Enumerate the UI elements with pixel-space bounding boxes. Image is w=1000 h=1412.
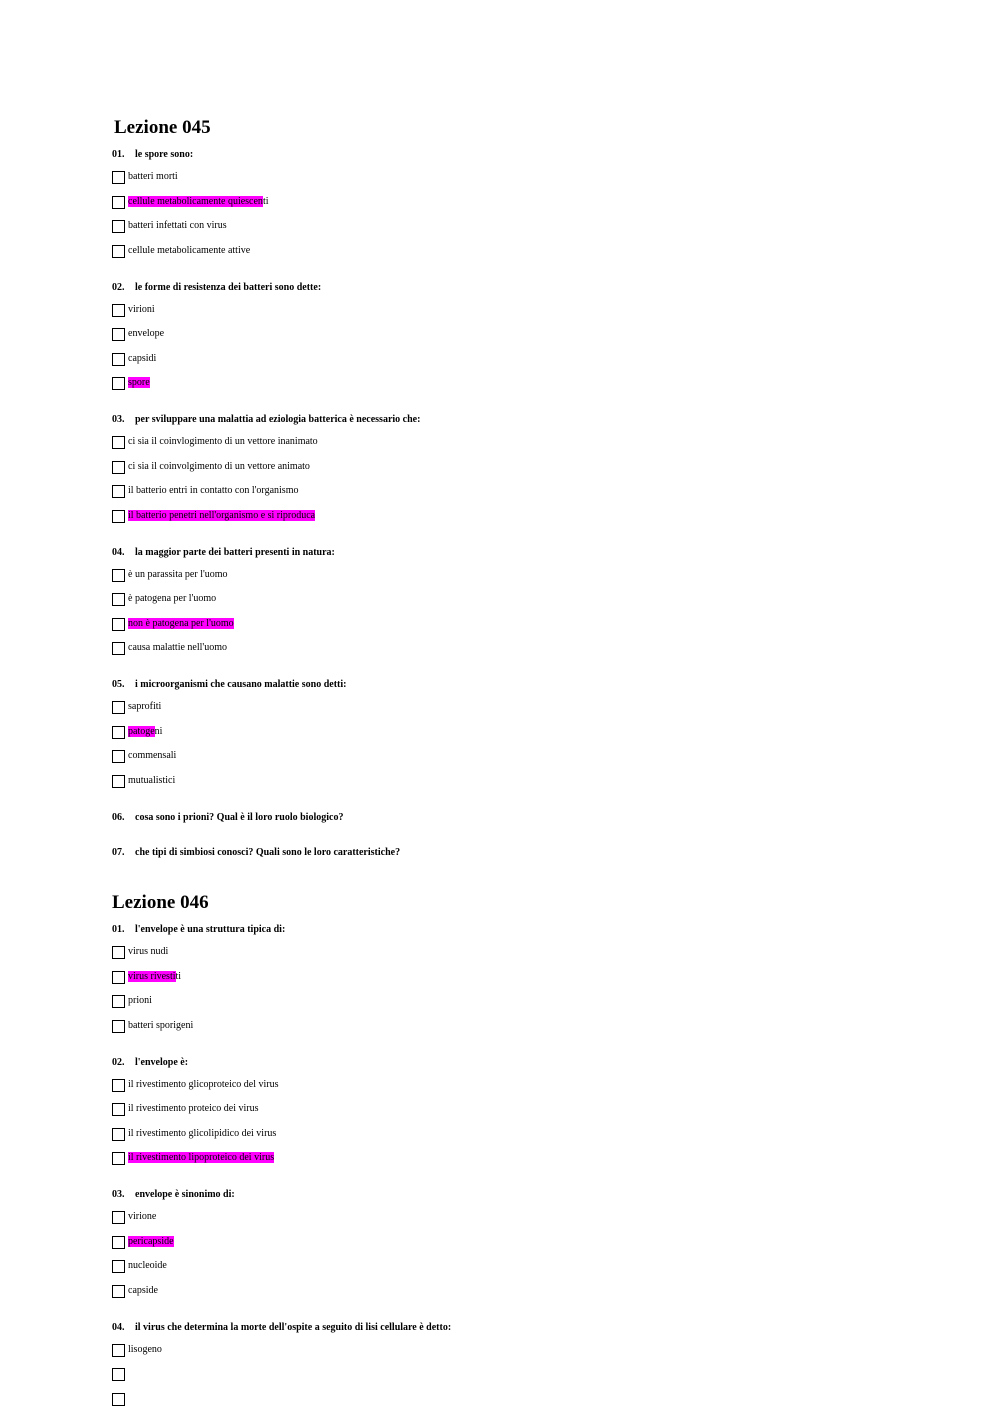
question-number: 03. xyxy=(112,1189,125,1200)
question-label: per sviluppare una malattia ad eziologia batterica è necessario che: xyxy=(135,414,421,425)
answer-checkbox[interactable] xyxy=(112,461,125,474)
answer-checkbox[interactable] xyxy=(112,642,125,655)
answer-checkbox[interactable] xyxy=(112,775,125,788)
answer-option-text: è un parassita per l'uomo xyxy=(128,569,228,580)
answer-option-text xyxy=(128,510,315,522)
question-label: la maggior parte dei batteri presenti in natura: xyxy=(135,546,335,558)
question-label: cosa sono i prioni? Qual è il loro ruolo biologico? xyxy=(135,811,344,823)
answer-option-text: batteri morti xyxy=(128,171,178,182)
answer-checkbox[interactable] xyxy=(112,377,125,390)
answer-option-text: è patogena per l'uomo xyxy=(128,593,217,604)
correct-answer-highlight: patoge xyxy=(128,726,155,737)
answer-option-text: ci sia il coinvolgimento di un vettore animato xyxy=(128,461,310,472)
answer-option-text-rest: ti xyxy=(175,971,182,982)
question-label: che tipi di simbiosi conosci? Quali sono le loro caratteristiche? xyxy=(135,846,401,858)
lesson-title: Lezione 045 xyxy=(114,117,211,138)
answer-option-text: il rivestimento glicoproteico del virus xyxy=(128,1079,279,1090)
answer-checkbox[interactable] xyxy=(112,1128,125,1141)
answer-option-text: batteri sporigeni xyxy=(128,1020,194,1031)
answer-checkbox[interactable] xyxy=(112,171,125,184)
question-label: l'envelope è: xyxy=(135,1056,189,1068)
answer-option-text: virus nudi xyxy=(128,946,169,957)
question-text xyxy=(112,679,346,691)
answer-checkbox[interactable] xyxy=(112,701,125,714)
answer-checkbox[interactable] xyxy=(112,1152,125,1165)
answer-checkbox[interactable] xyxy=(112,1211,125,1224)
question-number: 03. xyxy=(112,414,125,425)
answer-checkbox[interactable] xyxy=(112,304,125,317)
answer-option-text: ci sia il coinvlogimento di un vettore inanimato xyxy=(128,436,318,447)
answer-option-text: cellule metabolicamente attive xyxy=(128,245,251,256)
question-label: il virus che determina la morte dell'ospite a seguito di lisi cellulare è detto: xyxy=(135,1321,452,1333)
question-label: i microorganismi che causano malattie sono detti: xyxy=(135,679,347,690)
answer-option-text xyxy=(128,196,269,208)
correct-answer-highlight: non è patogena per l'uomo xyxy=(128,618,234,629)
answer-checkbox[interactable] xyxy=(112,1368,125,1381)
question-text xyxy=(112,414,420,426)
answer-option-text xyxy=(128,726,162,738)
question-number: 04. xyxy=(112,1321,125,1333)
answer-checkbox[interactable] xyxy=(112,750,125,763)
answer-option-text: virione xyxy=(128,1211,157,1222)
answer-option-text: nucleoide xyxy=(128,1260,167,1271)
lesson-title: Lezione 046 xyxy=(112,892,209,913)
question-label: l'envelope è una struttura tipica di: xyxy=(135,924,286,935)
answer-checkbox[interactable] xyxy=(112,485,125,498)
answer-option-text: saprofiti xyxy=(128,701,162,712)
answer-option-text: prioni xyxy=(128,995,152,1006)
correct-answer-highlight: pericapside xyxy=(128,1236,174,1247)
answer-checkbox[interactable] xyxy=(112,971,125,984)
answer-checkbox[interactable] xyxy=(112,1020,125,1033)
answer-option-text: capsidi xyxy=(128,353,157,364)
correct-answer-highlight: virus rivesti xyxy=(128,971,176,982)
answer-option-text: commensali xyxy=(128,750,177,761)
question-text xyxy=(112,547,335,559)
answer-checkbox[interactable] xyxy=(112,618,125,631)
question-label: le spore sono: xyxy=(135,149,194,160)
correct-answer-highlight: il rivestimento lipoproteico dei virus xyxy=(128,1152,275,1163)
answer-option-text xyxy=(128,618,234,630)
answer-option-text: batteri infettati con virus xyxy=(128,220,227,231)
question-number: 01. xyxy=(112,924,125,935)
question-number: 02. xyxy=(112,1056,125,1068)
question-text xyxy=(112,847,400,859)
question-label: le forme di resistenza dei batteri sono dette: xyxy=(135,281,322,293)
answer-option-text: causa malattie nell'uomo xyxy=(128,642,227,653)
answer-option-text: il rivestimento glicolipidico dei virus xyxy=(128,1128,277,1139)
answer-option-text: envelope xyxy=(128,328,165,339)
question-text xyxy=(112,812,343,824)
answer-option-text-rest: ti xyxy=(262,196,269,207)
answer-checkbox[interactable] xyxy=(112,245,125,258)
correct-answer-highlight: il batterio penetri nell'organismo e si riproduca xyxy=(128,510,316,521)
answer-option-text xyxy=(128,971,181,983)
answer-checkbox[interactable] xyxy=(112,436,125,449)
answer-checkbox[interactable] xyxy=(112,726,125,739)
question-text xyxy=(112,149,193,161)
answer-checkbox[interactable] xyxy=(112,1393,125,1406)
answer-checkbox[interactable] xyxy=(112,1236,125,1249)
question-text xyxy=(112,1189,235,1201)
question-number: 06. xyxy=(112,811,125,823)
question-number: 04. xyxy=(112,546,125,558)
answer-checkbox[interactable] xyxy=(112,196,125,209)
answer-option-text: virioni xyxy=(128,304,155,315)
answer-checkbox[interactable] xyxy=(112,1344,125,1357)
question-text xyxy=(112,1057,188,1069)
question-text xyxy=(112,282,321,294)
answer-checkbox[interactable] xyxy=(112,1260,125,1273)
answer-checkbox[interactable] xyxy=(112,569,125,582)
answer-checkbox[interactable] xyxy=(112,353,125,366)
answer-option-text xyxy=(128,1236,174,1248)
answer-checkbox[interactable] xyxy=(112,593,125,606)
answer-checkbox[interactable] xyxy=(112,946,125,959)
answer-option-text-rest: ni xyxy=(154,726,163,737)
question-number: 02. xyxy=(112,281,125,293)
answer-checkbox[interactable] xyxy=(112,328,125,341)
answer-option-text: lisogeno xyxy=(128,1344,162,1355)
answer-option-text: il rivestimento proteico dei virus xyxy=(128,1103,259,1114)
question-label: envelope è sinonimo di: xyxy=(135,1189,235,1200)
question-text xyxy=(112,924,285,936)
correct-answer-highlight: spore xyxy=(128,377,150,388)
answer-checkbox[interactable] xyxy=(112,510,125,523)
question-text xyxy=(112,1322,451,1334)
question-number: 07. xyxy=(112,846,125,858)
answer-checkbox[interactable] xyxy=(112,220,125,233)
answer-option-text xyxy=(128,1152,274,1164)
question-number: 01. xyxy=(112,149,125,160)
question-number: 05. xyxy=(112,679,125,690)
answer-option-text xyxy=(128,377,150,389)
answer-checkbox[interactable] xyxy=(112,1103,125,1116)
answer-checkbox[interactable] xyxy=(112,1079,125,1092)
correct-answer-highlight: cellule metabolicamente quiescen xyxy=(128,196,263,207)
answer-checkbox[interactable] xyxy=(112,1285,125,1298)
answer-option-text: il batterio entri in contatto con l'organismo xyxy=(128,485,299,496)
answer-checkbox[interactable] xyxy=(112,995,125,1008)
answer-option-text: mutualistici xyxy=(128,775,176,786)
answer-option-text: capside xyxy=(128,1285,158,1296)
